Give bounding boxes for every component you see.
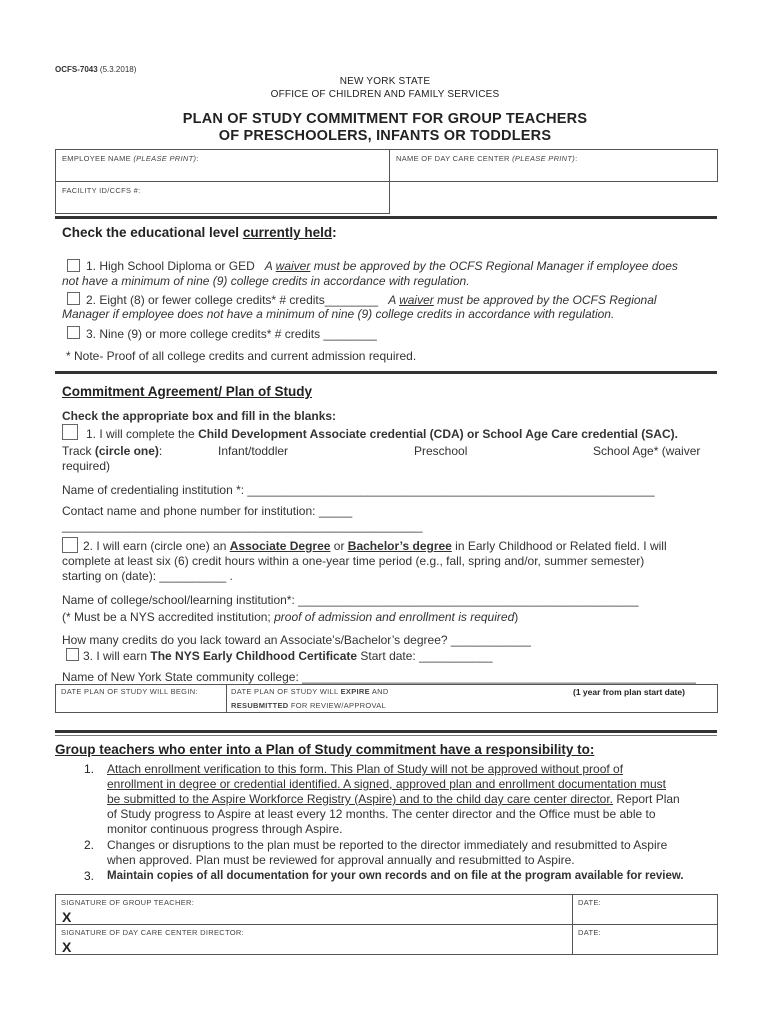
date-begin-label: DATE PLAN OF STUDY WILL BEGIN: — [61, 687, 198, 696]
education-opt2: 2. Eight (8) or fewer college credits* # credits________ A waiver must be approved by the OCFS Regional — [86, 293, 657, 307]
commitment-item2-checkbox[interactable] — [62, 537, 78, 553]
responsibilities-heading: Group teachers who enter into a Plan of Study commitment have a responsibility to: — [55, 742, 595, 757]
date-expire-label: DATE PLAN OF STUDY WILL EXPIRE AND — [231, 687, 389, 696]
one-year-note: (1 year from plan start date) — [573, 687, 685, 697]
associate-degree-option[interactable]: Associate Degree — [229, 539, 331, 553]
responsibility-1-number: 1. — [84, 762, 95, 776]
director-date-label: DATE: — [578, 928, 602, 937]
director-signature-x: X — [62, 939, 72, 955]
responsibility-1: Attach enrollment verification to this form. This Plan of Study will not be approved without proof of enrollment in degree or credential identified. A signed, approved plan and enrollment documentation must be submitted to the Aspire Workforce Registry (Aspire) and to the child day care center director. Report Plan of Study progress to Aspire at least every 12 months. The center director and the Office must be able to monitor continuous progress through Aspire. — [107, 762, 680, 836]
responsibility-2-number: 2. — [84, 838, 95, 852]
date-begin-field[interactable] — [55, 684, 227, 713]
track-infant[interactable]: Infant/toddler — [218, 444, 289, 458]
director-signature-field[interactable] — [55, 924, 573, 955]
state-name: NEW YORK STATE — [339, 76, 431, 87]
education-note: * Note- Proof of all college credits and current admission required. — [66, 349, 417, 363]
education-opt1: 1. High School Diploma or GED A waiver must be approved by the OCFS Regional Manager if employee does — [86, 259, 678, 273]
teacher-date-label: DATE: — [578, 898, 602, 907]
commitment-item3: 3. I will earn The NYS Early Childhood Certificate Start date: ___________ — [83, 649, 493, 663]
community-college-field[interactable]: Name of New York State community college: ___________________________________________________________ — [62, 670, 696, 684]
responsibility-2: Changes or disruptions to the plan must be reported to the director immediately and resubmitted to Aspire when approved. Plan must be reviewed for approval annually and resubmitted to Aspire. — [107, 838, 668, 867]
section-divider — [55, 216, 717, 219]
contact-line[interactable]: ______________________________________________________ — [62, 519, 423, 533]
education-opt2-checkbox[interactable] — [67, 292, 80, 305]
track-required: required) — [62, 459, 111, 473]
track-label: Track (circle one): — [62, 444, 163, 458]
form-title-line2: OF PRESCHOOLERS, INFANTS OR TODDLERS — [218, 128, 552, 144]
director-date-field[interactable] — [572, 924, 718, 955]
section-divider-thin — [55, 735, 717, 736]
date-expire-field[interactable] — [226, 684, 718, 713]
section-divider — [55, 730, 717, 733]
commitment-heading: Commitment Agreement/ Plan of Study — [62, 384, 313, 399]
contact-field[interactable]: Contact name and phone number for institution: _____ — [62, 504, 353, 518]
facility-id-field[interactable] — [55, 181, 390, 214]
commitment-item1-checkbox[interactable] — [62, 424, 78, 440]
responsibility-3-number: 3. — [84, 869, 95, 883]
bachelors-degree-option[interactable]: Bachelor’s degree — [347, 539, 452, 553]
director-signature-label: SIGNATURE OF DAY CARE CENTER DIRECTOR: — [61, 928, 244, 937]
commitment-item2-line2: complete at least six (6) credit hours within a one-year time period (e.g., fall, spring and/or, summer semester) — [62, 554, 645, 568]
day-care-center-field[interactable] — [389, 149, 718, 182]
nys-accredited-note: (* Must be a NYS accredited institution; proof of admission and enrollment is required) — [62, 610, 519, 624]
commitment-item1: 1. I will complete the Child Development Associate credential (CDA) or School Age Care credential (SAC). — [86, 427, 678, 441]
office-name: OFFICE OF CHILDREN AND FAMILY SERVICES — [270, 89, 500, 100]
education-opt3: 3. Nine (9) or more college credits* # credits ________ — [86, 327, 377, 341]
employee-name-field[interactable] — [55, 149, 390, 182]
track-preschool[interactable]: Preschool — [414, 444, 468, 458]
responsibility-3: Maintain copies of all documentation for your own records and on file at the program available for review. — [107, 870, 684, 882]
section-divider — [55, 371, 717, 374]
resubmitted-label: RESUBMITTED FOR REVIEW/APPROVAL — [231, 701, 387, 710]
education-opt1-line2: not have a minimum of nine (9) college credits in accordance with regulation. — [62, 274, 470, 288]
form-title-line1: PLAN OF STUDY COMMITMENT FOR GROUP TEACHERS — [182, 111, 588, 127]
education-opt1-checkbox[interactable] — [67, 259, 80, 272]
education-opt2-line2: Manager if employee does not have a minimum of nine (9) college credits in accordance with regulation. — [62, 307, 615, 321]
teacher-signature-x: X — [62, 909, 72, 925]
college-name-field[interactable]: Name of college/school/learning institution*: ___________________________________________________ — [62, 593, 639, 607]
commitment-item2: 2. I will earn (circle one) an Associate Degree or Bachelor’s degree in Early Childhood or Related field. I will — [83, 539, 667, 553]
education-opt3-checkbox[interactable] — [67, 326, 80, 339]
commitment-instruction: Check the appropriate box and fill in the blanks: — [62, 409, 337, 423]
credits-lacking-field[interactable]: How many credits do you lack toward an Associate’s/Bachelor’s degree? ____________ — [62, 633, 531, 647]
form-number: OCFS-7043 (5.3.2018) — [55, 65, 137, 74]
start-date-field[interactable]: starting on (date): __________ . — [62, 569, 233, 583]
commitment-item3-checkbox[interactable] — [66, 648, 79, 661]
track-school-age[interactable]: School Age* (waiver — [593, 444, 701, 458]
education-heading: Check the educational level currently held: — [62, 225, 337, 240]
employee-name-label: EMPLOYEE NAME (PLEASE PRINT): — [62, 154, 199, 163]
teacher-signature-field[interactable] — [55, 894, 573, 925]
credentialing-institution-field[interactable]: Name of credentialing institution *: _____________________________________________________________ — [62, 483, 655, 497]
facility-id-label: FACILITY ID/CCFS #: — [62, 186, 141, 195]
teacher-date-field[interactable] — [572, 894, 718, 925]
teacher-signature-label: SIGNATURE OF GROUP TEACHER: — [61, 898, 195, 907]
day-care-center-label: NAME OF DAY CARE CENTER (PLEASE PRINT): — [396, 154, 578, 163]
